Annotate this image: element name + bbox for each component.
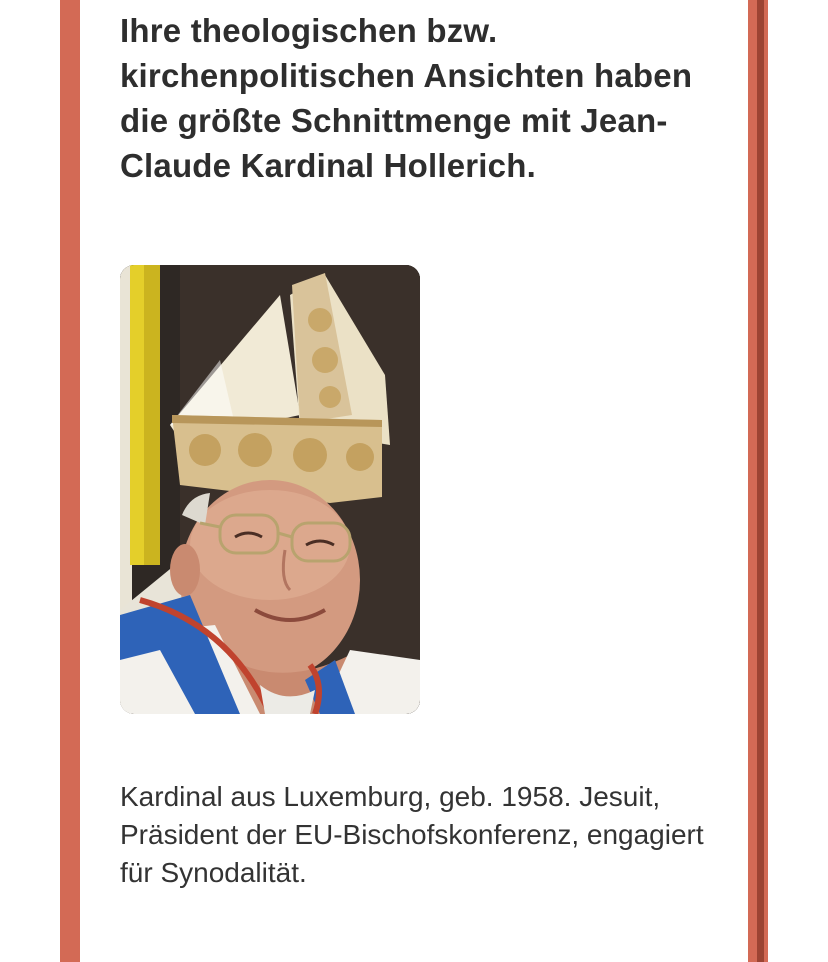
right-frame-shadow	[757, 0, 764, 962]
cardinal-description: Kardinal aus Luxemburg, geb. 1958. Jesuit, Präsident der EU-Bischofskonferenz, engagiert für Synodalität.	[120, 781, 704, 888]
result-card	[80, 0, 748, 962]
cardinal-portrait	[120, 265, 420, 714]
result-heading: Ihre theologischen bzw. kirchenpolitischen Ansichten haben die größte Schnittmenge mit Jean-Claude Kardinal Hollerich.	[120, 12, 693, 184]
left-frame-border	[60, 0, 80, 962]
